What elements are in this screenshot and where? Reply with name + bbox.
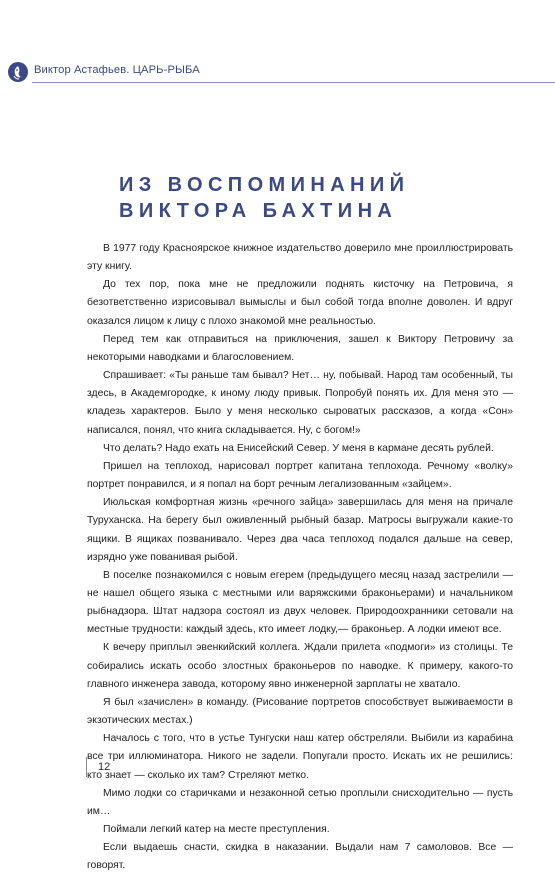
paragraph: Мимо лодки со старичками и незаконной сетью проплыли снисходительно — пусть им… xyxy=(87,787,513,817)
article-body xyxy=(87,240,513,875)
header-divider xyxy=(32,82,555,83)
page-number: 12 xyxy=(98,761,111,773)
paragraph: Началось с того, что в устье Тунгуски наш катер обстреляли. Выбили из карабина все три иллюминатора. Никого не задели. Попугали просто. Искать их не решились: кто знает — сколько их там? Стреляют метко. xyxy=(87,733,513,781)
paragraph: В 1977 году Красноярское книжное издательство доверило мне проиллюстрировать эту книгу. xyxy=(87,243,513,273)
paragraph: До тех пор, пока мне не предложили поднять кисточку на Петровича, я безответственно изрисовывал вымыслы и был собой тогда вполне доволен. И вдруг оказался лицом к лицу с плохо знакомой мне реальностью. xyxy=(87,279,513,327)
paragraph: Если выдаешь снасти, скидка в наказании. Выдали нам 7 самоловов. Все — говорят. xyxy=(87,842,513,872)
paragraph: В поселке познакомился с новым егерем (предыдущего месяц назад застрелили — не нашел общего языка с местными или варяжскими браконьерами) и начальником рыбнадзора. Штат надзора состоял из двух человек. Природоохранники сетовали на местные трудности: каждый здесь, кто имеет лодку,— браконьер. А лодки имеют все. xyxy=(87,569,513,636)
chapter-title-line-2: ВИКТОРА БАХТИНА xyxy=(119,200,398,222)
paragraph: Что делать? Надо ехать на Енисейский Север. У меня в кармане десять рублей. xyxy=(103,442,494,454)
fish-emblem-icon xyxy=(8,62,28,82)
running-header: Виктор Астафьев. ЦАРЬ-РЫБА xyxy=(34,64,200,76)
chapter-title xyxy=(119,172,409,224)
paragraph: К вечеру приплыл эвенкийский коллега. Ждали прилета «подмоги» из столицы. Те собирались искать особо злостных браконьеров по наводке. К примеру, какого-то главного инженера завода, которому явно инженерной зарплаты не хватало. xyxy=(87,642,513,690)
paragraph: Перед тем как отправиться на приключения, зашел к Виктору Петровичу за некоторыми наводками и благословением. xyxy=(87,333,513,363)
paragraph: Я был «зачислен» в команду. (Рисование портретов способствует выживаемости в экзотических местах.) xyxy=(87,696,513,727)
paragraph: Июльская комфортная жизнь «речного зайца» завершилась для меня на причале Туруханска. На берегу был оживленный рыбный базар. Матросы выгружали какие-то ящики. В ящиках позванивало. Через два часа теплоход подался дальше на север, изрядно уже пованивая рыбой. xyxy=(87,497,513,563)
footer-divider xyxy=(86,757,87,777)
paragraph: Спрашивает: «Ты раньше там бывал? Нет… ну, побывай. Народ там особенный, ты здесь, в Академгородке, к иному люду привык. Попробуй понять их. Для меня это — кладезь характеров. Было у меня несколько сыроватых рассказов, а когда «Сон» написался, понял, что книга складывается. Ну, с богом!» xyxy=(87,370,513,436)
paragraph: Поймали легкий катер на месте преступления. xyxy=(103,824,330,835)
chapter-title-line-1: ИЗ ВОСПОМИНАНИЙ xyxy=(119,174,410,196)
paragraph: Пришел на теплоход, нарисовал портрет капитана теплохода. Речному «волку» портрет понравился, и я попал на борт речным легализованным «зайцем». xyxy=(87,460,513,491)
